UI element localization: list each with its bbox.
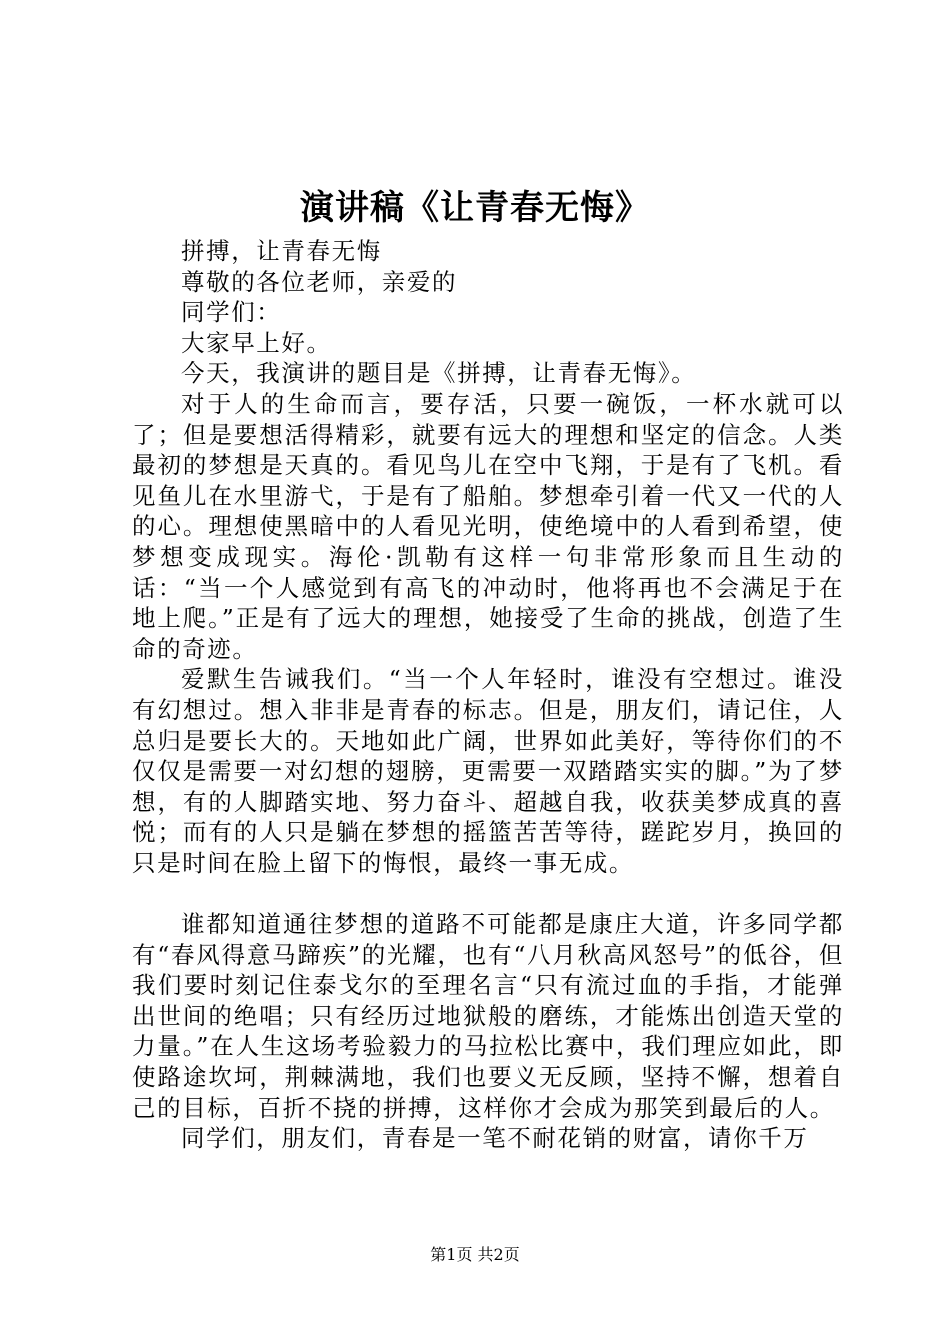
document-title: 演讲稿《让青春无悔》: [300, 188, 650, 228]
paragraph-greeting-line-2: 同学们：: [181, 298, 282, 327]
paragraph-speech-title: 拼搏，让青春无悔: [181, 237, 382, 265]
document-body: [132, 236, 844, 1154]
paragraph-emerson: 爱默生告诫我们。“当一个人年轻时，谁没有空想过。谁没有幻想过。想入非非是青春的标志。但是，朋友们，请记住，人总归是要长大的。天地如此广阔，世界如此美好，等待你们的不仅仅是需要一对幻想的翅膀，更需要一双踏踏实实的脚。”为了梦想，有的人脚踏实地、努力奋斗、超越自我，收获美梦成真的喜悦；而有的人只是躺在梦想的摇篮苦苦等待，蹉跎岁月，换回的只是时间在脸上留下的悔恨，最终一事无成。: [132, 665, 844, 877]
paragraph-good-morning: 大家早上好。: [181, 328, 332, 357]
page-footer: 第1页 共2页: [430, 1245, 520, 1264]
paragraph-youth-wealth: 同学们，朋友们，青春是一笔不耐花销的财富，请你千万: [181, 1124, 809, 1153]
paragraph-road-to-dreams: 谁都知道通往梦想的道路不可能都是康庄大道，许多同学都有“春风得意马蹄疾”的光耀，也有“八月秋高风怒号”的低谷，但我们要时刻记住泰戈尔的至理名言“只有流过血的手指，才能弹出世间的绝唱；只有经历过地狱般的磨练，才能炼出创造天堂的力量。”在人生这场考验毅力的马拉松比赛中，我们理应如此，即使路途坎坷，荆棘满地，我们也要义无反顾，坚持不懈，想着自己的目标，百折不挠的拼搏，这样你才会成为那笑到最后的人。: [132, 910, 844, 1122]
paragraph-life-and-dreams: 对于人的生命而言，要存活，只要一碗饭，一杯水就可以了；但是要想活得精彩，就要有远大的理想和坚定的信念。人类最初的梦想是天真的。看见鸟儿在空中飞翔，于是有了飞机。看见鱼儿在水里游弋，于是有了船舶。梦想牵引着一代又一代的人的心。理想使黑暗中的人看见光明，使绝境中的人看到希望，使梦想变成现实。海伦·凯勒有这样一句非常形象而且生动的话：“当一个人感觉到有高飞的冲动时，他将再也不会满足于在地上爬。”正是有了远大的理想，她接受了生命的挑战，创造了生命的奇迹。: [132, 389, 844, 663]
paragraph-topic: 今天，我演讲的题目是《拼搏，让青春无悔》。: [181, 359, 697, 388]
paragraph-spacer: [132, 878, 844, 909]
paragraph-greeting-line-1: 尊敬的各位老师，亲爱的: [181, 267, 458, 296]
